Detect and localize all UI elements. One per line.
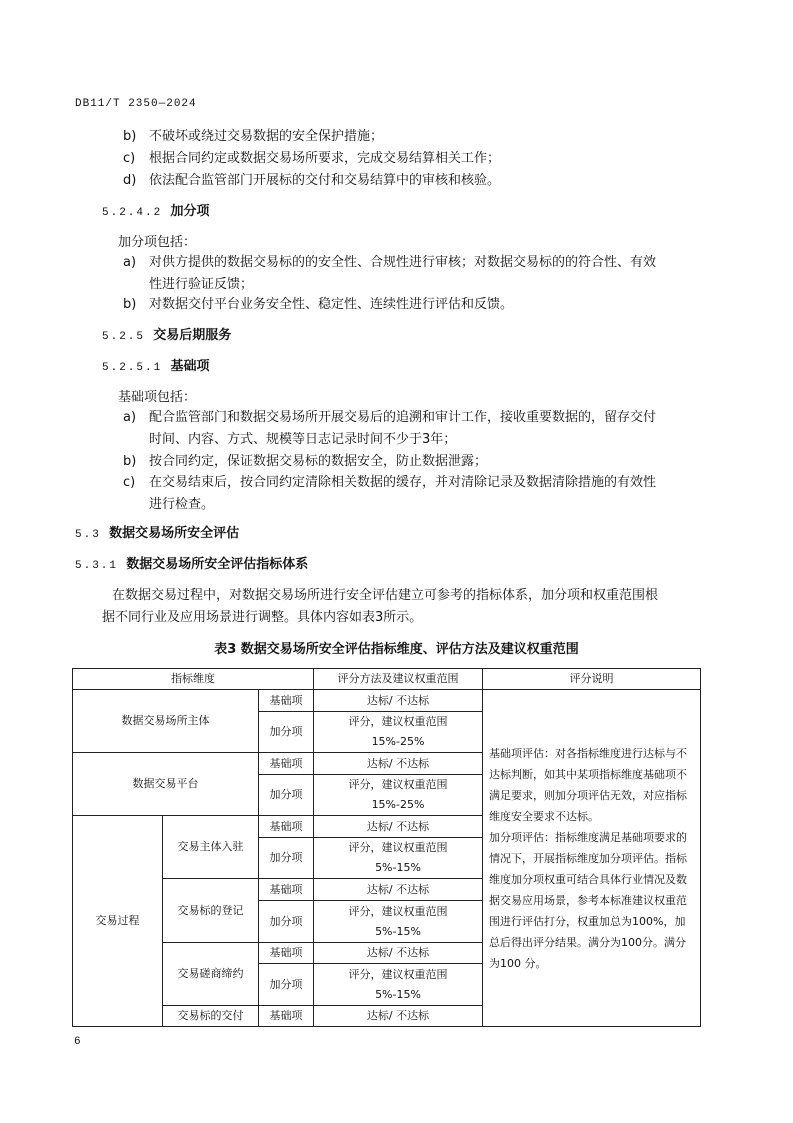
method-cell: 达标/ 不达标 (314, 1006, 483, 1027)
sub-dimension-cell: 交易主体入驻 (163, 816, 259, 879)
item-type-cell: 加分项 (259, 838, 314, 879)
list-item-text: 配合监管部门和数据交易场所开展交易后的追溯和审计工作，接收重要数据的，留存交付 (149, 410, 657, 425)
item-label: b) (123, 129, 137, 144)
item-type-cell: 加分项 (259, 964, 314, 1006)
note-paragraph: 加分项评估：指标维度满足基础项要求的情况下，开展指标维度加分项评估。指标维度加分项权重可结合具体行业情况及数据交易应用场景，参考本标准建议权重范围进行评估打分，权重加总为100%，加总后得出评分结果。满分为100分。满分为100 分。 (489, 830, 687, 970)
weight-range: 5%-15% (375, 987, 421, 1001)
item-label: c) (123, 475, 136, 490)
dimension-cell: 交易过程 (73, 816, 163, 1027)
list-item-text: 按合同约定，保证数据交易标的数据安全，防止数据泄露； (149, 454, 488, 469)
item-type-cell: 基础项 (259, 879, 314, 901)
weight-range: 15%-25% (371, 735, 425, 748)
list-item-text: 在交易结束后，按合同约定清除相关数据的缓存，并对清除记录及数据清除措施的有效性 (149, 475, 657, 490)
method-cell (314, 964, 483, 1006)
item-type-cell: 基础项 (259, 1006, 314, 1027)
section-heading-53 (75, 525, 239, 544)
section-number: 5.2.5.1 (102, 362, 163, 374)
list-item-text: 进行检查。 (149, 497, 215, 512)
intro-text: 加分项包括： (118, 235, 197, 250)
method-text: 评分，建议权重范围 (348, 841, 448, 854)
evaluation-table (72, 668, 701, 1027)
method-cell (314, 838, 483, 879)
paragraph-line: 据不同行业及应用场景进行调整。具体内容如表3所示。 (102, 610, 423, 625)
item-type-cell: 基础项 (259, 816, 314, 838)
method-text: 评分，建议权重范围 (348, 967, 448, 981)
item-type-cell: 基础项 (259, 753, 314, 775)
section-title: 数据交易场所安全评估 (109, 526, 240, 541)
item-type-cell: 加分项 (259, 712, 314, 753)
section-title: 基础项 (170, 359, 210, 374)
scoring-note-cell (483, 690, 701, 1027)
weight-range: 5%-15% (375, 924, 421, 938)
method-cell: 达标/ 不达标 (314, 753, 483, 775)
method-text: 评分，建议权重范围 (348, 904, 448, 918)
list-item-text: 依法配合监管部门开展标的交付和交易结算中的审核和核验。 (149, 173, 501, 188)
list-item-text: 性进行验证反馈； (149, 277, 254, 292)
table-header-row (73, 669, 701, 690)
item-label: b) (123, 297, 137, 312)
section-heading-531 (75, 556, 308, 575)
table-caption: 表3 数据交易场所安全评估指标维度、评估方法及建议权重范围 (214, 642, 579, 657)
section-number: 5.2.4.2 (102, 207, 163, 219)
dimension-cell: 数据交易平台 (73, 753, 259, 816)
page-number: 6 (74, 1036, 82, 1048)
item-type-cell: 基础项 (259, 943, 314, 964)
item-type-cell: 加分项 (259, 901, 314, 943)
weight-range: 15%-25% (371, 798, 425, 811)
method-cell: 达标/ 不达标 (314, 943, 483, 964)
document-code-header: DB11/T 2350—2024 (75, 98, 197, 110)
item-label: a) (123, 255, 137, 270)
item-label: c) (123, 151, 136, 166)
weight-range: 5%-15% (375, 861, 421, 874)
paragraph-line: 在数据交易过程中，对数据交易场所进行安全评估建立可参考的指标体系，加分项和权重范围根 (112, 588, 659, 603)
table-row (73, 690, 701, 712)
sub-dimension-cell: 交易标的交付 (163, 1006, 259, 1027)
method-cell: 达标/ 不达标 (314, 879, 483, 901)
intro-text: 基础项包括： (118, 390, 197, 405)
item-label: d) (123, 173, 137, 188)
section-title: 加分项 (170, 204, 210, 219)
section-heading-5242 (102, 203, 210, 222)
list-item-text: 时间、内容、方式、规模等日志记录时间不少于3年； (149, 432, 457, 447)
list-item-text: 不破坏或绕过交易数据的安全保护措施； (149, 129, 384, 144)
section-heading-5251 (102, 358, 210, 377)
method-cell (314, 775, 483, 816)
header-cell: 评分说明 (483, 669, 701, 690)
section-number: 5.3.1 (75, 560, 119, 572)
sub-dimension-cell: 交易磋商缔约 (163, 943, 259, 1006)
item-label: a) (123, 410, 137, 425)
item-type-cell: 加分项 (259, 775, 314, 816)
section-number: 5.3 (75, 529, 101, 541)
header-cell: 指标维度 (73, 669, 314, 690)
dimension-cell: 数据交易场所主体 (73, 690, 259, 753)
section-title: 交易后期服务 (153, 328, 232, 343)
list-item-text: 对数据交付平台业务安全性、稳定性、连续性进行评估和反馈。 (149, 297, 514, 312)
item-type-cell: 基础项 (259, 690, 314, 712)
method-cell (314, 712, 483, 753)
method-cell: 达标/ 不达标 (314, 690, 483, 712)
list-item (123, 128, 136, 146)
section-title: 数据交易场所安全评估指标体系 (126, 557, 309, 572)
sub-dimension-cell: 交易标的登记 (163, 879, 259, 943)
note-paragraph: 基础项评估：对各指标维度进行达标与不达标判断，如其中某项指标维度基础项不满足要求，则加分项评估无效，对应指标维度安全要求不达标。 (489, 746, 687, 823)
method-text: 评分，建议权重范围 (348, 715, 448, 728)
section-number: 5.2.5 (102, 331, 146, 343)
item-label: b) (123, 454, 137, 469)
section-heading-525 (102, 327, 231, 346)
list-item-text: 根据合同约定或数据交易场所要求，完成交易结算相关工作； (149, 151, 501, 166)
list-item-text: 对供方提供的数据交易标的的安全性、合规性进行审核；对数据交易标的的符合性、有效 (149, 255, 657, 270)
header-cell: 评分方法及建议权重范围 (314, 669, 483, 690)
method-cell (314, 901, 483, 943)
method-text: 评分，建议权重范围 (348, 778, 448, 791)
method-cell: 达标/ 不达标 (314, 816, 483, 838)
